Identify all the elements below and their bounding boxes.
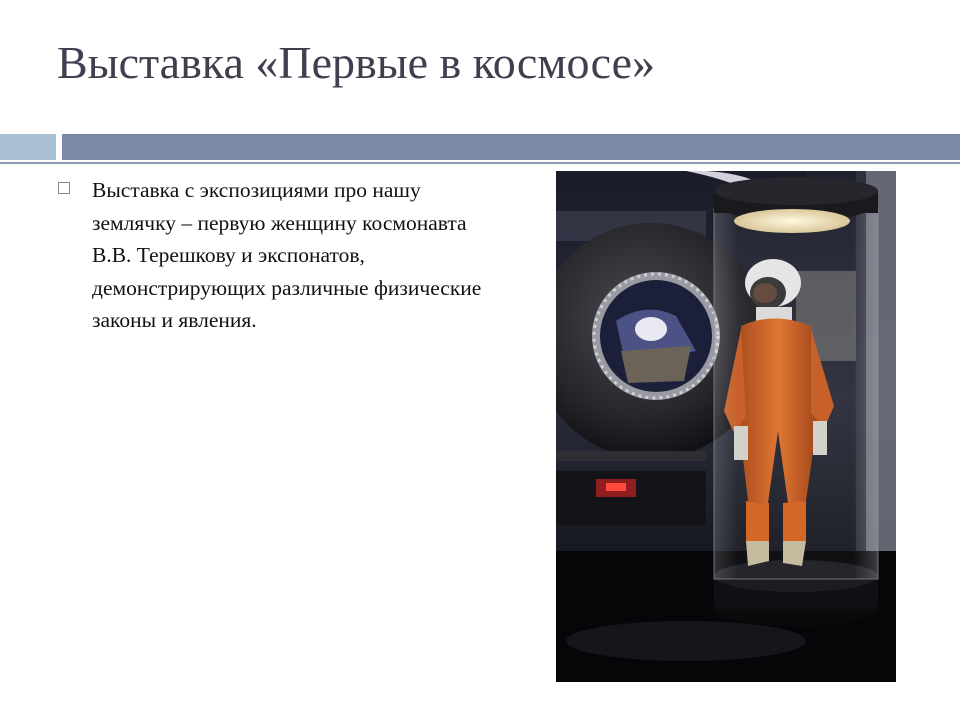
square-bullet-icon (58, 182, 70, 194)
bullet-item (58, 174, 498, 337)
divider-line (0, 162, 960, 164)
bullet-text: Выставка с экспозициями про нашу землячку – первую женщину космонавта В.В. Терешкову и экспонатов, демонстрирующих различные физические законы и явления. (92, 178, 482, 332)
divider-left-block (0, 134, 56, 160)
display-case (711, 177, 881, 626)
exhibit-photo (556, 171, 896, 682)
divider-right-bar (62, 134, 960, 160)
title-divider (0, 134, 960, 166)
content-area (58, 174, 498, 337)
slide-title: Выставка «Первые в космосе» (57, 37, 655, 88)
